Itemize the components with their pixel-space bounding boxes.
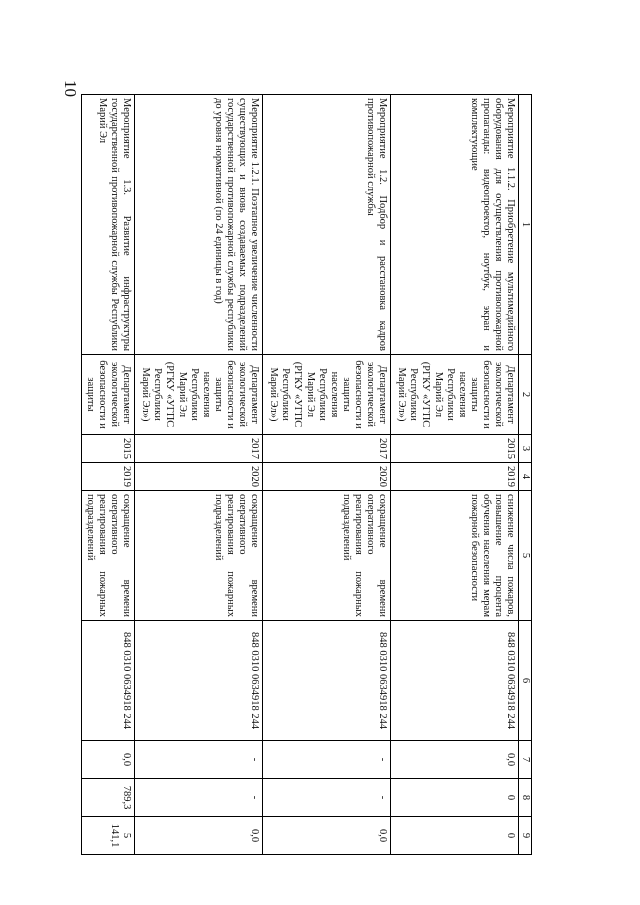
table-row: [134, 95, 262, 855]
start-year-cell: 2015: [81, 435, 134, 463]
start-year-cell: 2017: [262, 435, 390, 463]
end-year-cell: 2019: [390, 463, 518, 491]
executor-cell: Департамент экологической безопасности и защиты населения Республики Марий Эл (РГКУ «УГПС Республики Марий Эл»): [262, 355, 390, 435]
value-cell-7: -: [262, 741, 390, 779]
end-year-cell: 2020: [134, 463, 262, 491]
value-cell-9: 0: [390, 817, 518, 855]
budget-code-cell: 848 0310 0634918 244: [262, 621, 390, 741]
column-number-row: [518, 95, 531, 855]
column-header: 1: [518, 95, 531, 355]
budget-code-cell: 848 0310 0634918 244: [390, 621, 518, 741]
start-year-cell: 2017: [134, 435, 262, 463]
column-header: 7: [518, 741, 531, 779]
table-row: [390, 95, 518, 855]
value-cell-7: 0,0: [81, 741, 134, 779]
value-cell-8: -: [262, 779, 390, 817]
value-cell-9: 5 141,1: [81, 817, 134, 855]
value-cell-9: 0,0: [262, 817, 390, 855]
rotated-table-wrapper: [84, 94, 532, 854]
column-header: 9: [518, 817, 531, 855]
result-cell: сокращение времени оперативного реагирования пожарных подразделений: [81, 491, 134, 621]
start-year-cell: 2015: [390, 435, 518, 463]
end-year-cell: 2019: [81, 463, 134, 491]
page-number: 10: [61, 80, 80, 97]
value-cell-7: 0,0: [390, 741, 518, 779]
budget-code-cell: 848 0310 0634918 244: [134, 621, 262, 741]
column-header: 6: [518, 621, 531, 741]
measure-cell: Мероприятие 1.1.2. Приобретение мультимедийного оборудования для осуществления противопожарной пропаганды: видеопроектор, ноутбук, экран и комплектующие: [390, 95, 518, 355]
result-cell: снижение числа пожаров, повышение процента обучения населения мерам пожарной безопасности: [390, 491, 518, 621]
table-row: [81, 95, 134, 855]
value-cell-9: 0,0: [134, 817, 262, 855]
value-cell-8: -: [134, 779, 262, 817]
end-year-cell: 2020: [262, 463, 390, 491]
executor-cell: Департамент экологической безопасности и защиты населения Республики Марий Эл (РГКУ «УГПС Республики Марий Эл»): [390, 355, 518, 435]
table-row: [262, 95, 390, 855]
value-cell-8: 789,3: [81, 779, 134, 817]
result-cell: сокращение времени оперативного реагирования пожарных подразделений: [134, 491, 262, 621]
column-header: 2: [518, 355, 531, 435]
value-cell-7: -: [134, 741, 262, 779]
executor-cell: Департамент экологической безопасности и защиты населения Республики Марий Эл (РГКУ «УГПС Республики Марий Эл»): [134, 355, 262, 435]
column-header: 8: [518, 779, 531, 817]
measure-cell: Мероприятие 1.2. Подбор и расстановка кадров противопожарной службы: [262, 95, 390, 355]
program-measures-table: [81, 94, 532, 855]
column-header: 5: [518, 491, 531, 621]
measure-cell: Мероприятие 1.2.1. Поэтапное увеличение численности существующих и вновь создаваемых подразделений государственной противопожарной службы республики до уровня нормативной (по 24 единицы в год): [134, 95, 262, 355]
column-header: 4: [518, 463, 531, 491]
value-cell-8: 0: [390, 779, 518, 817]
result-cell: сокращение времени оперативного реагирования пожарных подразделений: [262, 491, 390, 621]
column-header: 3: [518, 435, 531, 463]
executor-cell: Департамент экологической безопасности и защиты: [81, 355, 134, 435]
measure-cell: Мероприятие 1.3. Развитие инфраструктуры государственной противопожарной службы Республики Марий Эл: [81, 95, 134, 355]
budget-code-cell: 848 0310 0634918 244: [81, 621, 134, 741]
